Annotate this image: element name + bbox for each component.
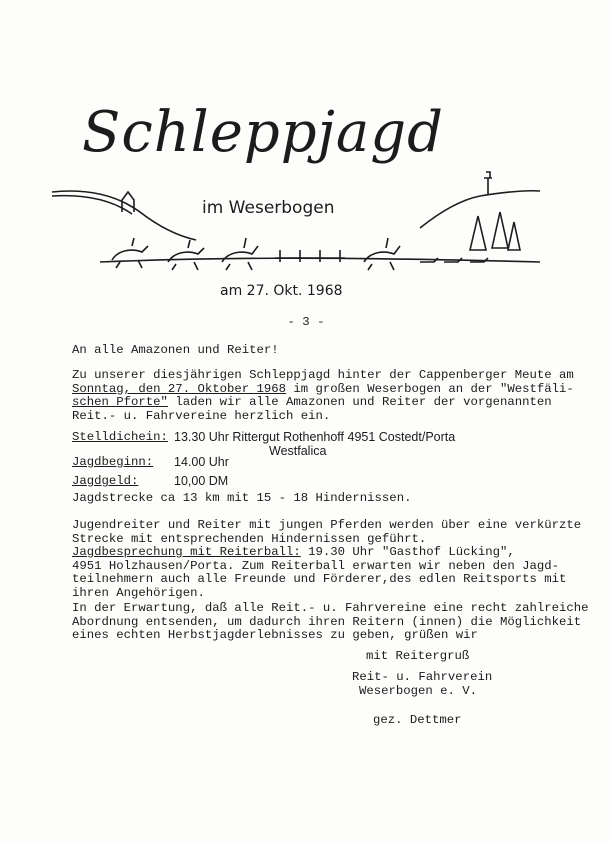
jagdgeld-label: Jagdgeld: [72,474,139,488]
rider-2-icon [168,240,204,270]
jagdbeginn-value: 14.00 Uhr [174,455,229,469]
intro-line-2-rest: im großen Weserbogen an der "Westfäli- [286,381,574,396]
jagdstrecke-line: Jagdstrecke ca 13 km mit 15 - 18 Hindernissen. [72,491,412,505]
jagdbeginn-label: Jagdbeginn: [72,455,154,469]
closing-line-1: In der Erwartung, daß alle Reit.- u. Fahrvereine eine recht zahlreiche [72,601,589,615]
signature: gez. Dettmer [373,713,462,727]
intro-line-1: Zu unserer diesjährigen Schleppjagd hinter der Cappenberger Meute am [72,368,574,382]
greeting: An alle Amazonen und Reiter! [72,343,279,357]
intro-date-underlined: Sonntag, den 27. Oktober 1968 [72,381,287,396]
stelldichein-label: Stelldichein: [72,430,168,444]
stelldichein-value: 13.30 Uhr Rittergut Rothenhoff 4951 Costedt/Porta [174,430,456,444]
youth-line-6: ihren Angehörigen. [72,585,205,600]
youth-line-3-rest: 19.30 Uhr "Gasthof Lücking", [300,545,515,559]
page-number: - 3 - [287,315,325,329]
rider-1-icon [112,238,148,268]
closing-greeting: mit Reitergruß [366,649,470,663]
stelldichein-value-2: Westfalica [269,444,327,458]
closing-line-2: Abordnung entsenden, um dadurch ihren Reitern (innen) die Möglichkeit [72,614,582,629]
youth-line-4: 4951 Holzhausen/Porta. Zum Reiterball erwarten wir neben den Jagd- [72,558,560,573]
letterhead [0,0,612,300]
closing-line-3: eines echten Herbstjagderlebnisses zu geben, grüßen wir [72,628,478,642]
intro-paragraph [72,369,592,423]
letter-title: Schleppjagd [82,100,444,165]
jagdbesprechung-label: Jagdbesprechung mit Reiterball: [72,545,301,559]
jagdgeld-value: 10,00 DM [174,474,229,488]
intro-line-3-rest: laden wir alle Amazonen und Reiter der vorgenannten [167,395,552,409]
youth-paragraph [72,519,592,600]
rider-4-icon [364,238,400,270]
event-date: am 27. Okt. 1968 [220,283,343,299]
youth-line-5: teilnehmern auch alle Freunde und Förderer,des edlen Reitsports mit [72,572,567,586]
org-name-line-2: Weserbogen e. V. [359,684,478,698]
letter-subtitle: im Weserbogen [202,198,335,218]
youth-line-1: Jugendreiter und Reiter mit jungen Pferden werden über eine verkürzte [72,518,582,532]
youth-line-2: Strecke mit entsprechenden Hindernissen geführt. [72,531,427,546]
intro-line-4: Reit.- u. Fahrvereine herzlich ein. [72,408,331,423]
rider-3-icon [222,238,258,270]
intro-pforte-underlined: schen Pforte" [72,395,168,409]
closing-paragraph [72,602,592,643]
org-name-line-1: Reit- u. Fahrverein [352,670,493,684]
